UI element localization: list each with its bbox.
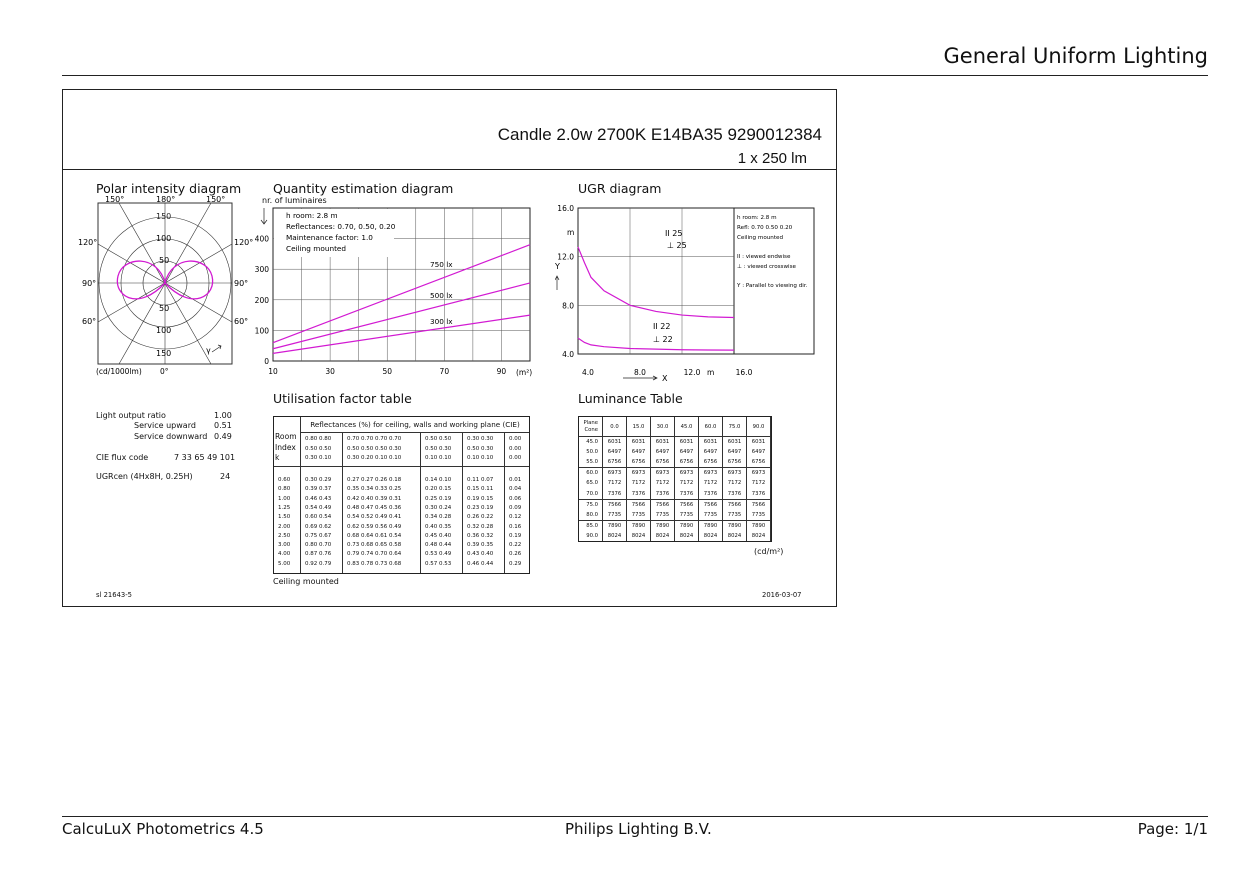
utilisation-cell: 0.48 0.44	[425, 542, 452, 549]
quantity-title: Quantity estimation diagram	[273, 181, 454, 196]
luminance-cone-cell: 60.0	[579, 468, 603, 479]
room-index-cell: 1.50	[278, 514, 291, 521]
luminance-value-cell: 7172	[747, 478, 771, 488]
luminance-cone-cell: 70.0	[579, 488, 603, 499]
luminance-value-cell: 7735	[675, 510, 699, 521]
utilisation-cell: 0.16	[509, 523, 522, 530]
luminance-value-cell: 7566	[747, 499, 771, 510]
utilisation-cell: 0.06	[509, 495, 522, 502]
utilisation-cell: 0.04	[509, 486, 522, 493]
luminance-value-cell: 7376	[699, 488, 723, 499]
room-index-label	[275, 432, 297, 464]
footer-company: Philips Lighting B.V.	[565, 820, 712, 838]
luminance-value-cell: 6756	[675, 457, 699, 468]
utilisation-cell: 0.30 0.24	[425, 504, 452, 511]
utilisation-cell: 0.92 0.79	[305, 560, 332, 567]
polar-angle-left-1: 120°	[78, 238, 98, 247]
lor-label: Light output ratio	[96, 411, 166, 420]
lor-value: 1.00	[214, 411, 232, 420]
utilisation-cell: 0.46 0.43	[305, 495, 332, 502]
quantity-xtick-label: 10	[268, 367, 278, 376]
quantity-series-line	[273, 283, 530, 349]
quantity-curves	[273, 245, 530, 354]
luminance-value-cell: 6973	[627, 468, 651, 479]
luminance-value-cell: 7890	[675, 520, 699, 531]
ugrcen-row	[96, 472, 236, 482]
ugr-label-cross-25: ⊥ 25	[667, 241, 687, 250]
luminance-value-cell: 6031	[675, 437, 699, 448]
luminance-value-cell: 6497	[651, 447, 675, 457]
cie-flux-row	[96, 453, 236, 463]
luminance-row	[579, 437, 771, 448]
ugr-ylabel: Y	[555, 262, 560, 271]
utilisation-cell: 0.57 0.53	[425, 560, 452, 567]
luminance-value-cell: 6973	[699, 468, 723, 479]
utilisation-cell: 0.60 0.54	[305, 514, 332, 521]
page-title: General Uniform Lighting	[943, 44, 1208, 68]
ugr-title: UGR diagram	[578, 181, 662, 196]
utilisation-cell: 0.15 0.11	[467, 486, 494, 493]
polar-title: Polar intensity diagram	[96, 181, 242, 196]
ugr-ytick-label: 8.0	[562, 301, 574, 311]
reflectance-cell: 0.00	[509, 436, 522, 442]
luminance-cone-cell: 55.0	[579, 457, 603, 468]
utilisation-cell: 0.01	[509, 477, 522, 483]
cie-flux-value: 7 33 65 49 101	[174, 452, 236, 462]
footer-software: CalcuLuX Photometrics 4.5	[62, 820, 264, 838]
luminance-row	[579, 478, 771, 488]
utilisation-cell: 0.45 0.40	[425, 532, 452, 539]
luminance-row	[579, 447, 771, 457]
luminance-table	[578, 416, 772, 542]
ugr-series-line	[578, 247, 734, 318]
luminance-value-cell: 7890	[723, 520, 747, 531]
col-sep-5	[504, 432, 505, 573]
luminance-value-cell: 6756	[723, 457, 747, 468]
utilisation-cell: 0.40 0.35	[425, 523, 452, 530]
utilisation-title: Utilisation factor table	[273, 391, 412, 406]
utilisation-cell: 0.54 0.49	[305, 504, 332, 511]
reflectance-cell: 0.50 0.30	[425, 445, 452, 452]
quantity-xtick-label: 30	[325, 367, 335, 376]
luminance-plane-header: 30.0	[651, 417, 675, 437]
luminance-value-cell: 6756	[627, 457, 651, 468]
polar-ring-bottom-3: 150	[156, 349, 172, 358]
quantity-series-line	[273, 245, 530, 343]
luminance-value-cell: 6031	[603, 437, 627, 448]
utilisation-cell: 0.83 0.78 0.73 0.68	[347, 560, 402, 567]
luminance-grid	[579, 417, 771, 541]
luminance-value-cell: 7376	[627, 488, 651, 499]
col-sep-2	[342, 432, 343, 573]
room-index-cell: 0.80	[278, 486, 291, 493]
k-label: k	[275, 453, 280, 463]
reflectance-cell: 0.50 0.30	[467, 445, 494, 452]
quantity-ytick-label: 400	[254, 234, 269, 244]
utilisation-rule	[274, 466, 529, 467]
polar-angle-top-center: 180°	[156, 195, 176, 204]
footer-page: Page: 1/1	[1137, 820, 1208, 838]
luminance-plane-header: 75.0	[723, 417, 747, 437]
ugr-legend-3: Y : Parallel to viewing dir.	[737, 283, 808, 289]
luminance-value-cell: 7566	[675, 499, 699, 510]
ugr-ytick-label: 12.0	[557, 252, 574, 262]
polar-angle-right-2: 90°	[234, 279, 249, 288]
luminance-value-cell: 7735	[603, 510, 627, 521]
luminance-plane-header: 45.0	[675, 417, 699, 437]
quantity-note-2: Reflectances: 0.70, 0.50, 0.20	[286, 222, 396, 231]
utilisation-cell: 0.43 0.40	[467, 551, 494, 558]
quantity-note-4: Ceiling mounted	[286, 244, 347, 253]
ugr-xlabel: X	[662, 374, 668, 383]
ugr-label-cross-22: ⊥ 22	[653, 335, 673, 344]
polar-angle-left-3: 60°	[82, 317, 97, 326]
luminance-value-cell: 7735	[723, 510, 747, 521]
luminance-title: Luminance Table	[578, 391, 683, 406]
utilisation-cell: 0.79 0.74 0.70 0.64	[347, 551, 402, 558]
utilisation-cell: 0.12	[509, 514, 522, 521]
utilisation-caption: Reflectances (%) for ceiling, walls and working plane (CIE)	[300, 417, 529, 433]
reflectance-cell: 0.30 0.30	[467, 436, 494, 442]
luminance-value-cell: 8024	[651, 531, 675, 541]
luminance-value-cell: 7890	[699, 520, 723, 531]
luminance-row	[579, 531, 771, 541]
polar-unit: (cd/1000lm)	[96, 367, 142, 376]
luminance-cone-cell: 75.0	[579, 499, 603, 510]
luminance-value-cell: 7172	[651, 478, 675, 488]
ugr-y-arrow-icon	[555, 276, 559, 290]
luminance-value-cell: 7735	[699, 510, 723, 521]
product-name: Candle 2.0w 2700K E14BA35 9290012384	[497, 125, 822, 144]
utilisation-cell: 0.19	[509, 532, 522, 539]
luminance-cone-cell: 90.0	[579, 531, 603, 541]
luminance-plane-header: 15.0	[627, 417, 651, 437]
luminance-value-cell: 7890	[747, 520, 771, 531]
quantity-xtick-label: 50	[382, 367, 392, 376]
luminance-value-cell: 6031	[723, 437, 747, 448]
polar-intensity-diagram	[78, 194, 258, 378]
luminance-value-cell: 8024	[747, 531, 771, 541]
utilisation-cell: 0.20 0.15	[425, 486, 452, 493]
ugr-note-3: Ceiling mounted	[737, 235, 784, 241]
quantity-ytick-label: 200	[254, 295, 269, 305]
luminance-value-cell: 7890	[651, 520, 675, 531]
luminance-value-cell: 6756	[651, 457, 675, 468]
room-index-cell: 1.00	[278, 495, 291, 502]
luminance-value-cell: 8024	[627, 531, 651, 541]
polar-ring-bottom-1: 50	[159, 304, 170, 313]
luminance-plane-header: 90.0	[747, 417, 771, 437]
luminance-value-cell: 7172	[627, 478, 651, 488]
curve-label-750: 750 lx	[430, 260, 453, 269]
luminance-value-cell: 6031	[651, 437, 675, 448]
utilisation-cell: 0.73 0.68 0.65 0.58	[347, 542, 402, 549]
luminance-value-cell: 7566	[627, 499, 651, 510]
utilisation-cell: 0.32 0.28	[467, 523, 494, 530]
luminance-value-cell: 7172	[723, 478, 747, 488]
luminance-cone-cell: 85.0	[579, 520, 603, 531]
utilisation-cell: 0.68 0.64 0.61 0.54	[347, 532, 402, 539]
luminance-row	[579, 499, 771, 510]
luminance-value-cell: 6497	[627, 447, 651, 457]
polar-angle-top-left: 150°	[105, 195, 125, 204]
luminance-plane-header: 0.0	[603, 417, 627, 437]
luminance-value-cell: 6973	[747, 468, 771, 479]
reflectance-cell: 0.30 0.10	[305, 455, 332, 462]
utilisation-cell: 0.35 0.34 0.33 0.25	[347, 486, 402, 493]
service-upward-label: Service upward	[134, 421, 196, 431]
ugrcen-value: 24	[220, 472, 231, 482]
ugr-note-1: h room: 2.8 m	[737, 215, 777, 221]
luminance-cone-cell: 65.0	[579, 478, 603, 488]
luminance-value-cell: 7890	[603, 520, 627, 531]
luminance-value-cell: 7376	[723, 488, 747, 499]
sheet-reference: sl 21643-5	[96, 591, 132, 599]
utilisation-cell: 0.75 0.67	[305, 532, 332, 539]
room-index-cell: 3.00	[278, 542, 291, 549]
luminance-value-cell: 7735	[651, 510, 675, 521]
curve-label-500: 500 lx	[430, 291, 453, 300]
quantity-ytick-label: 100	[254, 326, 269, 336]
luminance-value-cell: 6497	[699, 447, 723, 457]
utilisation-cell: 0.69 0.62	[305, 523, 332, 530]
utilisation-cell: 0.27 0.27 0.26 0.18	[347, 477, 402, 483]
ugrcen-label: UGRcen (4Hx8H, 0.25H)	[96, 472, 193, 482]
luminance-value-cell: 8024	[603, 531, 627, 541]
quantity-ylabel: nr. of luminaires	[262, 196, 327, 205]
utilisation-cell: 0.25 0.19	[425, 495, 452, 502]
luminance-value-cell: 8024	[675, 531, 699, 541]
luminance-value-cell: 7172	[603, 478, 627, 488]
luminance-value-cell: 7735	[627, 510, 651, 521]
ugr-xunit: m	[707, 368, 715, 377]
reflectance-cell: 0.80 0.80	[305, 436, 332, 442]
ugr-chart	[555, 198, 820, 384]
utilisation-cell: 0.48 0.47 0.45 0.36	[347, 504, 402, 511]
luminance-value-cell: 6973	[675, 468, 699, 479]
product-flux: 1 x 250 lm	[737, 150, 807, 167]
quantity-xtick-label: 70	[439, 367, 450, 376]
photometric-summary	[96, 411, 236, 482]
service-upward-row	[96, 421, 236, 431]
luminance-value-cell: 6497	[603, 447, 627, 457]
quantity-ytick-label: 300	[254, 265, 269, 275]
luminance-row	[579, 510, 771, 521]
luminance-value-cell: 6973	[651, 468, 675, 479]
service-upward-value: 0.51	[214, 421, 232, 431]
lor-row	[96, 411, 236, 421]
reflectance-cell: 0.00	[509, 445, 522, 452]
service-downward-value: 0.49	[214, 431, 232, 441]
quantity-note-1: h room: 2.8 m	[286, 211, 338, 220]
reflectance-cell: 0.30 0.20 0.10 0.10	[347, 455, 402, 462]
polar-ring-top-3: 50	[159, 256, 170, 265]
luminance-plane-header: 60.0	[699, 417, 723, 437]
ugr-ytick-label: 4.0	[562, 350, 574, 359]
luminance-value-cell: 7172	[675, 478, 699, 488]
col-sep-3	[420, 432, 421, 573]
luminance-value-cell: 6973	[603, 468, 627, 479]
luminance-value-cell: 7890	[627, 520, 651, 531]
room-index-cell: 5.00	[278, 560, 291, 567]
polar-ring-top-2: 100	[156, 234, 172, 243]
luminance-value-cell: 7376	[747, 488, 771, 499]
quantity-xticks	[268, 367, 506, 376]
luminance-value-cell: 7566	[723, 499, 747, 510]
quantity-ytick-label: 0	[264, 357, 269, 366]
utilisation-cell: 0.29	[509, 560, 522, 567]
ugr-ytick-label: 16.0	[557, 204, 574, 213]
room-index-cell: 1.25	[278, 504, 291, 511]
polar-angle-top-right: 150°	[206, 195, 226, 204]
ugr-grid	[578, 208, 734, 354]
polar-angle-left-2: 90°	[82, 279, 97, 288]
reflectance-cell: 0.10 0.10	[467, 455, 494, 462]
luminance-value-cell: 7566	[699, 499, 723, 510]
col-sep-1	[300, 432, 301, 573]
luminance-row	[579, 520, 771, 531]
luminance-value-cell: 7735	[747, 510, 771, 521]
quantity-series-line	[273, 315, 530, 353]
polar-angle-right-1: 120°	[234, 238, 254, 247]
utilisation-table	[273, 416, 530, 574]
luminance-value-cell: 7172	[699, 478, 723, 488]
polar-angle-right-3: 60°	[234, 317, 249, 326]
quantity-xunit: (m²)	[516, 368, 533, 377]
plane-cone-header: Plane Cone	[579, 417, 603, 437]
ugr-label-end-22: II 22	[653, 322, 671, 331]
ugr-xtick-label: 4.0	[582, 368, 594, 377]
reflectance-cell: 0.70 0.70 0.70 0.70	[347, 436, 402, 442]
utilisation-cell: 0.26 0.22	[467, 514, 494, 521]
utilisation-cell: 0.42 0.40 0.39 0.31	[347, 495, 402, 502]
luminance-value-cell: 7566	[603, 499, 627, 510]
luminance-header-row	[579, 417, 771, 437]
luminance-value-cell: 6497	[747, 447, 771, 457]
footer-rule	[62, 816, 1208, 817]
luminance-unit: (cd/m²)	[754, 547, 784, 556]
luminance-value-cell: 6031	[747, 437, 771, 448]
luminance-value-cell: 6756	[747, 457, 771, 468]
luminance-value-cell: 6973	[723, 468, 747, 479]
luminance-cone-cell: 80.0	[579, 510, 603, 521]
room-label: Room	[275, 432, 297, 441]
utilisation-cell: 0.23 0.19	[467, 504, 494, 511]
utilisation-cell: 0.53 0.49	[425, 551, 452, 558]
col-sep-4	[462, 432, 463, 573]
luminance-value-cell: 7376	[651, 488, 675, 499]
reflectance-cell: 0.10 0.10	[425, 455, 452, 462]
luminance-value-cell: 6756	[699, 457, 723, 468]
reflectance-cell: 0.50 0.50	[305, 445, 332, 452]
utilisation-cell: 0.22	[509, 542, 522, 549]
utilisation-cell: 0.46 0.44	[467, 560, 494, 567]
luminance-value-cell: 7376	[603, 488, 627, 499]
index-label: Index	[275, 442, 296, 452]
service-downward-label: Service downward	[134, 431, 208, 441]
service-downward-row	[96, 432, 236, 442]
gamma-arrow-icon	[212, 345, 221, 352]
luminance-value-cell: 6497	[723, 447, 747, 457]
utilisation-cell: 0.80 0.70	[305, 542, 332, 549]
utilisation-cell: 0.39 0.35	[467, 542, 494, 549]
luminance-cone-cell: 50.0	[579, 447, 603, 457]
datasheet-divider	[62, 169, 837, 170]
utilisation-cell: 0.87 0.76	[305, 551, 332, 558]
luminance-value-cell: 7566	[651, 499, 675, 510]
luminance-row	[579, 468, 771, 479]
utilisation-cell: 0.14 0.10	[425, 477, 452, 483]
luminance-value-cell: 8024	[723, 531, 747, 541]
polar-angle-bottom: 0°	[160, 367, 169, 376]
ugr-label-end-25: II 25	[665, 229, 683, 238]
luminance-row	[579, 457, 771, 468]
gamma-label: γ	[206, 346, 211, 355]
luminance-value-cell: 8024	[699, 531, 723, 541]
utilisation-cell: 0.30 0.29	[305, 477, 332, 483]
luminance-value-cell: 6497	[675, 447, 699, 457]
utilisation-cell: 0.54 0.52 0.49 0.41	[347, 514, 402, 521]
utilisation-cell: 0.62 0.59 0.56 0.49	[347, 523, 402, 530]
utilisation-cell: 0.36 0.32	[467, 532, 494, 539]
ugr-legend-2: ⊥ : viewed crosswise	[737, 264, 796, 270]
sheet-date: 2016-03-07	[762, 591, 802, 599]
utilisation-cell: 0.11 0.07	[467, 477, 494, 483]
room-index-cell: 0.60	[278, 477, 291, 483]
room-index-cell: 2.00	[278, 523, 291, 530]
luminance-row	[579, 488, 771, 499]
header-rule	[62, 75, 1208, 76]
ugr-xtick-label: 12.0	[683, 368, 701, 377]
luminance-value-cell: 6031	[627, 437, 651, 448]
polar-ring-bottom-2: 100	[156, 326, 172, 335]
reflectance-cell: 0.50 0.50	[425, 436, 452, 442]
curve-label-300: 300 lx	[430, 317, 453, 326]
utilisation-cell: 0.39 0.37	[305, 486, 332, 493]
ceiling-mounted-note: Ceiling mounted	[273, 577, 339, 586]
luminance-value-cell: 7376	[675, 488, 699, 499]
utilisation-cell: 0.34 0.28	[425, 514, 452, 521]
quantity-xtick-label: 90	[496, 367, 507, 376]
ugr-yunit: m	[567, 228, 575, 237]
utilisation-cell: 0.26	[509, 551, 522, 558]
cie-flux-label: CIE flux code	[96, 452, 149, 462]
ugr-xtick-label: 16.0	[735, 368, 753, 377]
polar-ring-top-1: 150	[156, 212, 172, 221]
luminance-value-cell: 6031	[699, 437, 723, 448]
room-index-cell: 2.50	[278, 532, 291, 539]
quantity-yticks	[255, 235, 270, 366]
ugr-note-2: Refl: 0.70 0.50 0.20	[737, 225, 793, 231]
reflectance-cell: 0.00	[509, 455, 522, 462]
quantity-note-3: Maintenance factor: 1.0	[286, 233, 373, 242]
utilisation-cell: 0.09	[509, 504, 522, 511]
utilisation-cell: 0.19 0.15	[467, 495, 494, 502]
luminance-cone-cell: 45.0	[579, 437, 603, 448]
quantity-estimation-chart	[252, 204, 542, 378]
ugr-xtick-label: 8.0	[634, 368, 646, 377]
room-index-cell: 4.00	[278, 551, 291, 558]
luminance-value-cell: 6756	[603, 457, 627, 468]
ugr-legend-1: II : viewed endwise	[737, 254, 791, 260]
reflectance-cell: 0.50 0.50 0.50 0.30	[347, 445, 402, 452]
